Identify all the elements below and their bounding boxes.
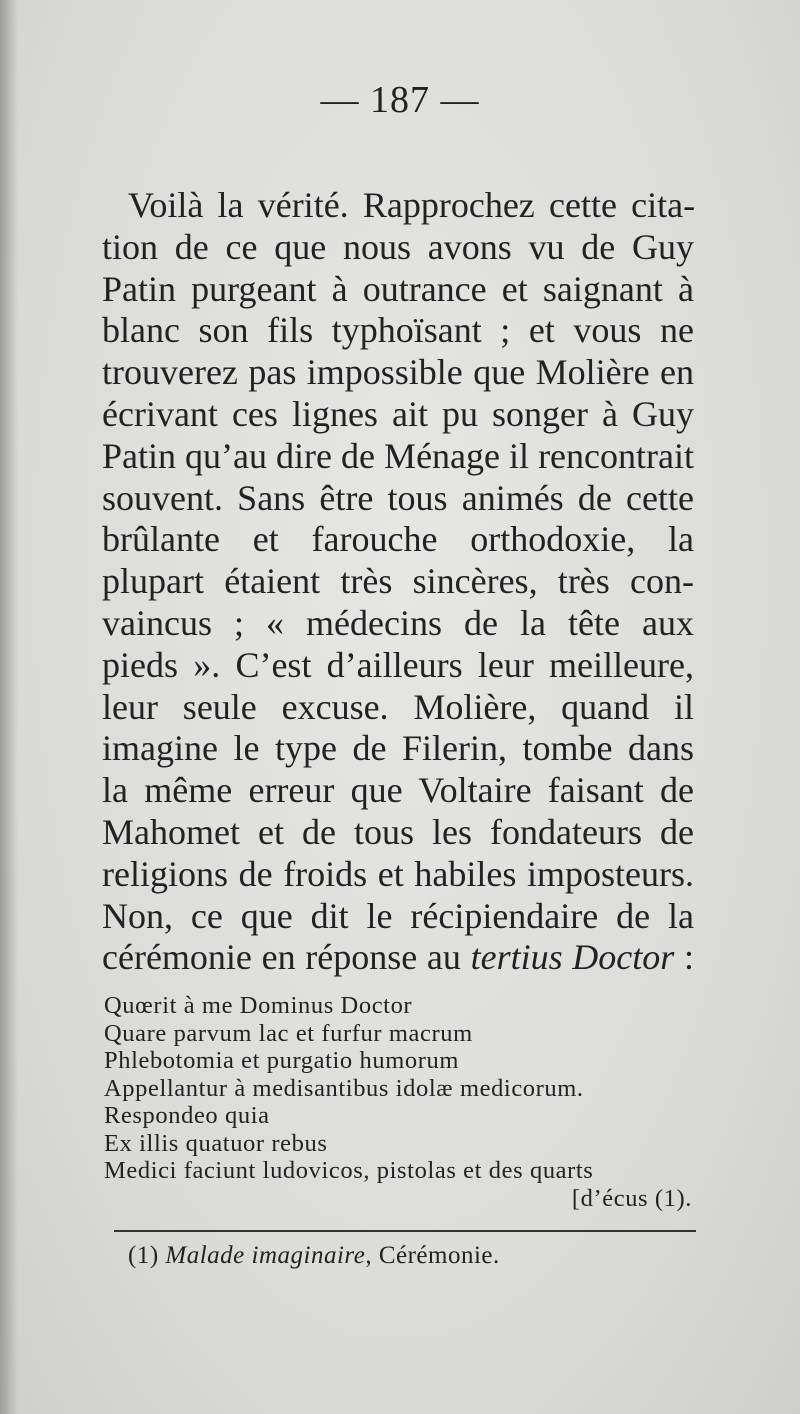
italic-phrase: tertius Doctor — [470, 937, 675, 978]
footnote-title: Malade imaginaire — [165, 1242, 366, 1269]
footnote-text: , Cérémonie. — [365, 1242, 500, 1269]
text-line: religions de froids et habiles imposteurs. — [102, 853, 694, 894]
body-paragraph — [102, 185, 694, 979]
text-fragment: cérémonie en réponse au — [102, 937, 471, 978]
text-line: la même erreur que Voltaire faisant de — [102, 770, 694, 811]
verse-line: Medici faciunt ludovicos, pistolas et des quarts — [104, 1157, 594, 1184]
text-line: plupart étaient très sincères, très con- — [102, 561, 694, 602]
text-line: leur seule excuse. Molière, quand il — [102, 686, 694, 727]
text-line: pieds ». C’est d’ailleurs leur meilleure, — [102, 644, 694, 685]
text-line: Patin qu’au dire de Ménage il rencontrait — [102, 435, 694, 476]
text-line: brûlante et farouche orthodoxie, la — [102, 519, 694, 560]
verse-line: Quare parvum lac et furfur macrum — [104, 1019, 473, 1047]
text-line: imagine le type de Filerin, tombe dans — [102, 728, 694, 769]
text-line: Patin purgeant à outrance et saignant à — [102, 268, 694, 309]
footnote-rule — [114, 1230, 696, 1232]
text-line: Mahomet et de tous les fondateurs de — [102, 811, 694, 852]
text-line: tion de ce que nous avons vu de Guy — [102, 226, 694, 267]
verse-line: Quœrit à me Dominus Doctor — [104, 992, 413, 1019]
text-line: souvent. Sans être tous animés de cette — [102, 477, 694, 518]
page-number: — 187 — — [320, 79, 480, 121]
latin-verse-quote — [104, 992, 696, 1212]
text-line: vaincus ; « médecins de la tête aux — [102, 602, 694, 643]
text-line: blanc son fils typhoïsant ; et vous ne — [102, 310, 694, 351]
text-line: écrivant ces lignes ait pu songer à Guy — [102, 393, 694, 434]
text-fragment: : — [674, 937, 694, 978]
text-line-last — [102, 937, 694, 979]
verse-line: Ex illis quatuor rebus — [104, 1129, 328, 1157]
verse-line: Appellantur à medisantibus idolæ medicorum. — [104, 1074, 584, 1102]
text-line: Voilà la vérité. Rapprochez cette cita- — [128, 185, 696, 225]
footnote-marker: (1) — [128, 1242, 166, 1269]
verse-line: Respondeo quia — [104, 1102, 270, 1129]
page-edge-shadow — [0, 0, 18, 1414]
text-line: Non, ce que dit le récipiendaire de la — [102, 895, 694, 936]
verse-continuation: [d’écus (1). — [571, 1184, 692, 1212]
verse-line: Phlebotomia et purgatio humorum — [104, 1047, 459, 1074]
footnote — [128, 1242, 500, 1270]
text-line: trouverez pas impossible que Molière en — [102, 352, 694, 393]
